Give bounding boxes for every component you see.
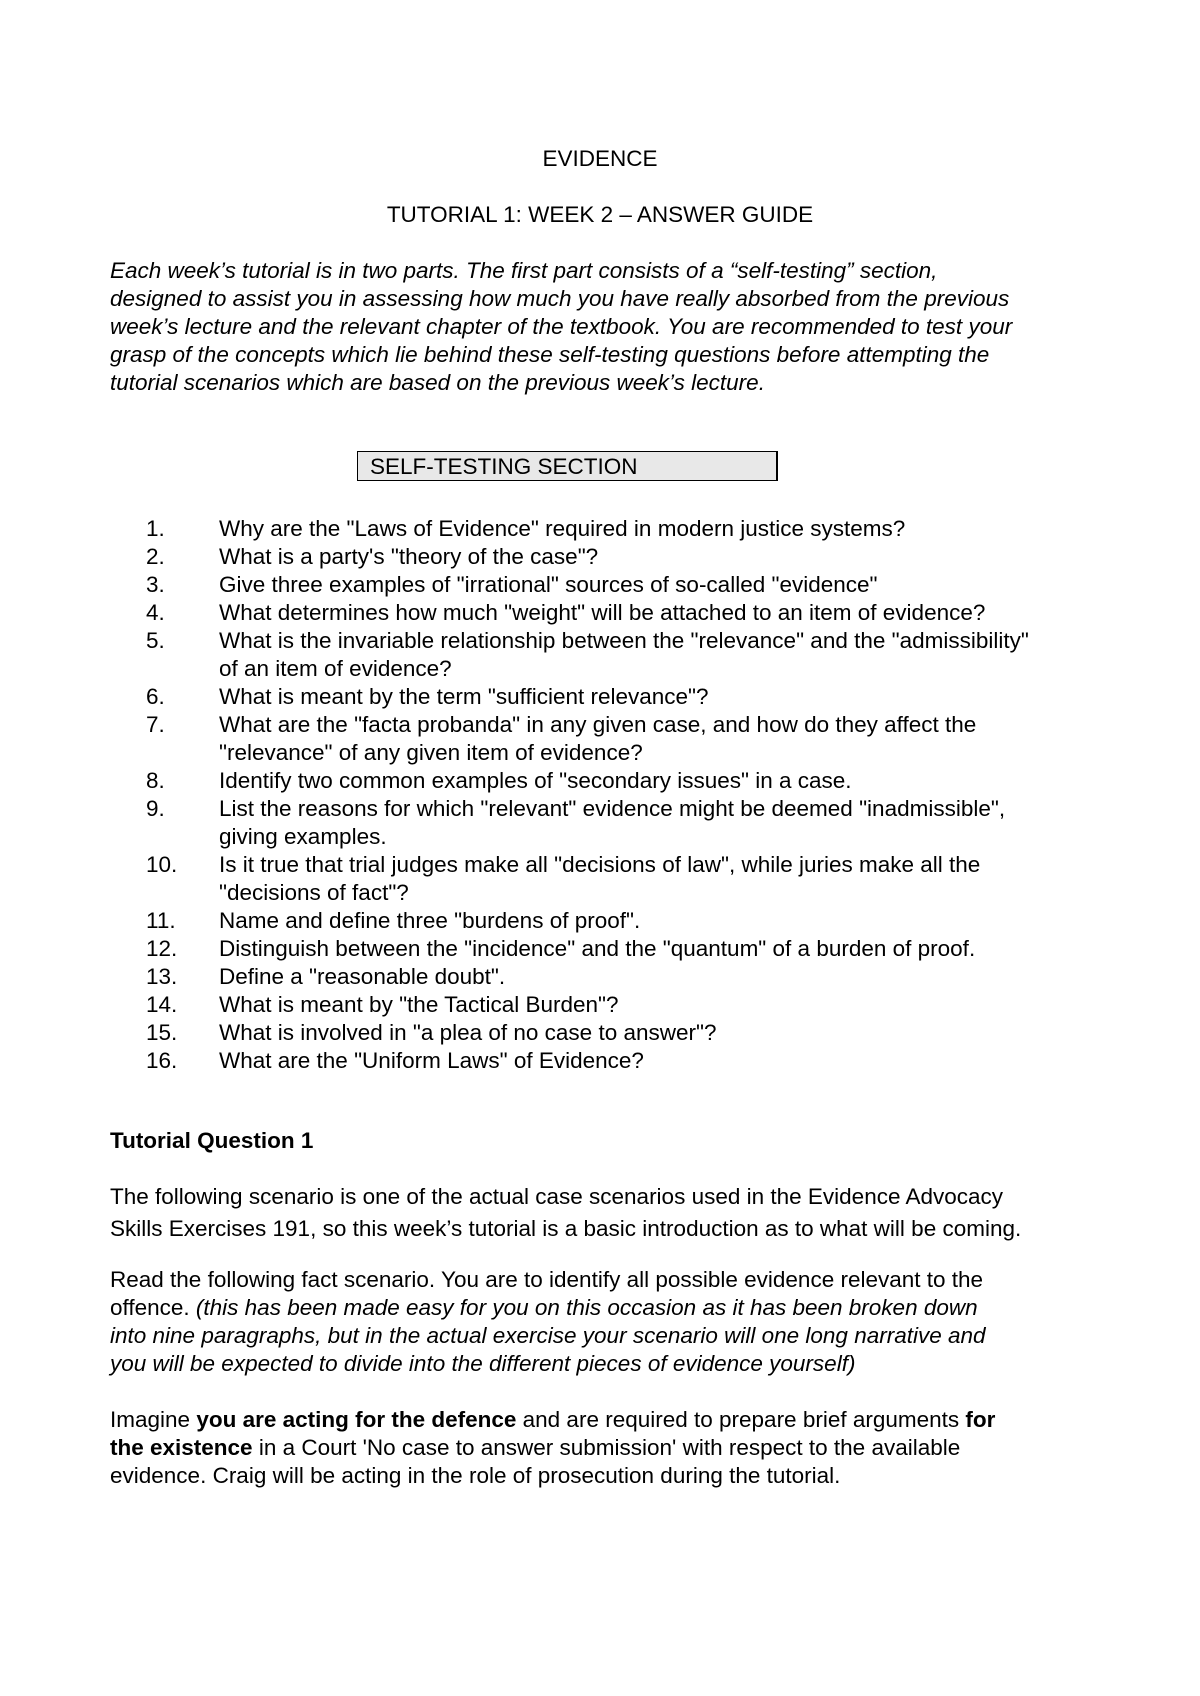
question-number: 9. bbox=[146, 796, 165, 821]
tutorial-paragraph-2 bbox=[110, 1266, 1110, 1378]
intro-line: grasp of the concepts which lie behind these self-testing questions before attempting the bbox=[110, 342, 990, 367]
question-text: Why are the "Laws of Evidence" required in modern justice systems? bbox=[219, 516, 906, 541]
tutorial-question-heading: Tutorial Question 1 bbox=[110, 1128, 314, 1153]
paragraph-line: The following scenario is one of the actual case scenarios used in the Evidence Advocacy bbox=[110, 1184, 1004, 1209]
question-text-continued: giving examples. bbox=[219, 824, 387, 849]
question-number: 11. bbox=[146, 908, 176, 933]
question-number: 13. bbox=[146, 964, 178, 989]
paragraph-line bbox=[110, 1294, 1110, 1322]
intro-line: tutorial scenarios which are based on the previous week’s lecture. bbox=[110, 370, 765, 395]
self-testing-heading: SELF-TESTING SECTION bbox=[370, 454, 638, 479]
paragraph-line: evidence. Craig will be acting in the role of prosecution during the tutorial. bbox=[110, 1463, 841, 1488]
question-text: Distinguish between the "incidence" and the "quantum" of a burden of proof. bbox=[219, 936, 976, 961]
paragraph-bold-text: you are acting for the defence bbox=[196, 1407, 517, 1432]
paragraph-line bbox=[110, 1406, 1110, 1434]
question-text-continued: "decisions of fact"? bbox=[219, 880, 409, 905]
self-testing-heading-box bbox=[357, 451, 778, 481]
paragraph-line bbox=[110, 1434, 1110, 1462]
tutorial-paragraph-3 bbox=[110, 1406, 1110, 1490]
paragraph-bold-text: the existence bbox=[110, 1435, 253, 1460]
question-number: 4. bbox=[146, 600, 165, 625]
question-number: 15. bbox=[146, 1020, 178, 1045]
intro-paragraph bbox=[110, 257, 1110, 397]
question-text: What is a party's "theory of the case"? bbox=[219, 544, 599, 569]
document-subtitle: TUTORIAL 1: WEEK 2 – ANSWER GUIDE bbox=[386, 202, 814, 227]
paragraph-bold-text: for bbox=[965, 1407, 996, 1432]
question-text: What are the "facta probanda" in any given case, and how do they affect the bbox=[219, 712, 977, 737]
question-number: 6. bbox=[146, 684, 165, 709]
question-number: 14. bbox=[146, 992, 178, 1017]
question-text: What is meant by the term "sufficient relevance"? bbox=[219, 684, 709, 709]
question-text: What is the invariable relationship between the "relevance" and the "admissibility" bbox=[219, 628, 1029, 653]
paragraph-italic-text: (this has been made easy for you on this occasion as it has been broken down bbox=[195, 1295, 978, 1320]
question-text-continued: of an item of evidence? bbox=[219, 656, 452, 681]
paragraph-line: Skills Exercises 191, so this week’s tutorial is a basic introduction as to what will be coming. bbox=[110, 1216, 1022, 1241]
question-text: List the reasons for which "relevant" evidence might be deemed "inadmissible", bbox=[219, 796, 1006, 821]
paragraph-line: you will be expected to divide into the different pieces of evidence yourself) bbox=[110, 1351, 856, 1376]
intro-line: week’s lecture and the relevant chapter of the textbook. You are recommended to test your bbox=[110, 314, 1013, 339]
question-number: 2. bbox=[146, 544, 165, 569]
document-title: EVIDENCE bbox=[542, 146, 658, 171]
question-text: What is meant by "the Tactical Burden"? bbox=[219, 992, 619, 1017]
question-text-continued: "relevance" of any given item of evidence? bbox=[219, 740, 643, 765]
question-number: 10. bbox=[146, 852, 178, 877]
question-number: 5. bbox=[146, 628, 165, 653]
question-text: What are the "Uniform Laws" of Evidence? bbox=[219, 1048, 644, 1073]
question-number: 7. bbox=[146, 712, 165, 737]
question-text: Define a "reasonable doubt". bbox=[219, 964, 506, 989]
question-number: 16. bbox=[146, 1048, 178, 1073]
question-text: Give three examples of "irrational" sources of so-called "evidence" bbox=[219, 572, 878, 597]
question-number: 8. bbox=[146, 768, 165, 793]
question-number: 1. bbox=[146, 516, 165, 541]
question-number: 12. bbox=[146, 936, 178, 961]
question-text: Is it true that trial judges make all "decisions of law", while juries make all the bbox=[219, 852, 981, 877]
paragraph-text: in a Court 'No case to answer submission' with respect to the available bbox=[252, 1435, 961, 1460]
intro-line: designed to assist you in assessing how much you have really absorbed from the previous bbox=[110, 286, 1010, 311]
question-number: 3. bbox=[146, 572, 165, 597]
paragraph-line: into nine paragraphs, but in the actual exercise your scenario will one long narrative and bbox=[110, 1323, 986, 1348]
intro-line: Each week’s tutorial is in two parts. The first part consists of a “self-testing” section, bbox=[110, 258, 938, 283]
tutorial-paragraph-1 bbox=[110, 1183, 1110, 1243]
question-text: What is involved in "a plea of no case to answer"? bbox=[219, 1020, 717, 1045]
question-text: What determines how much "weight" will be attached to an item of evidence? bbox=[219, 600, 986, 625]
paragraph-text: and are required to prepare brief arguments bbox=[516, 1407, 966, 1432]
paragraph-line: Read the following fact scenario. You are to identify all possible evidence relevant to the bbox=[110, 1267, 984, 1292]
question-text: Identify two common examples of "secondary issues" in a case. bbox=[219, 768, 852, 793]
question-text: Name and define three "burdens of proof". bbox=[219, 908, 641, 933]
paragraph-text: offence. bbox=[110, 1295, 196, 1320]
paragraph-text: Imagine bbox=[110, 1407, 197, 1432]
